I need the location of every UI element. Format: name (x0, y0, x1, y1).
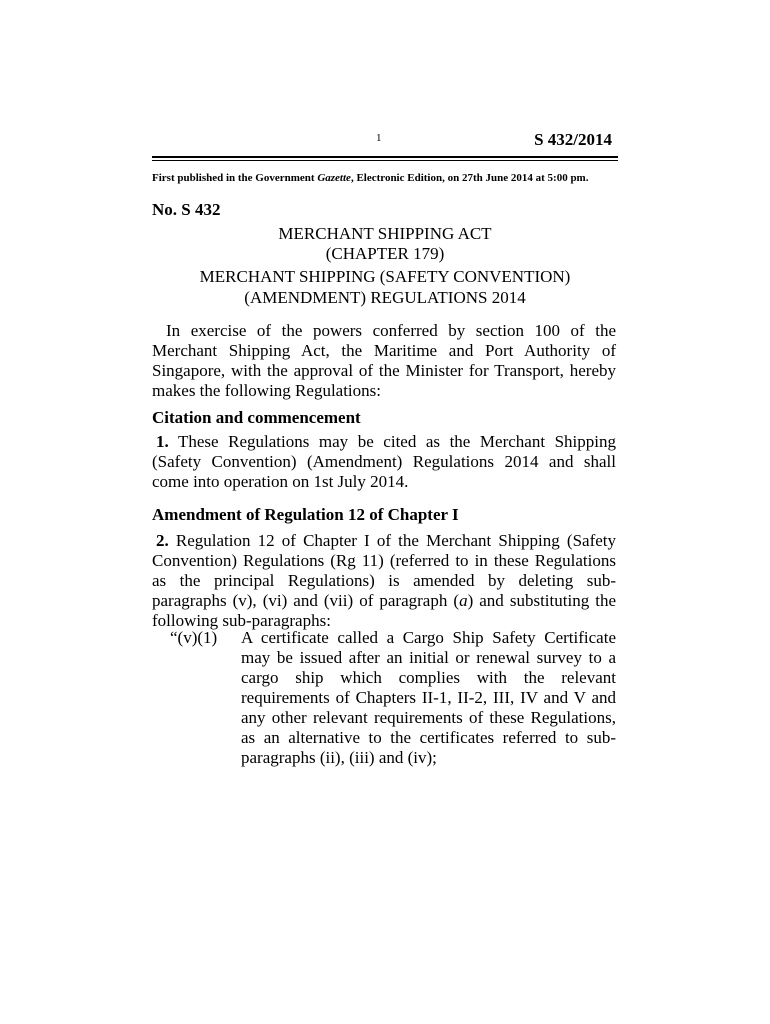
gazette-word: Gazette (317, 172, 351, 184)
section-1-text: These Regulations may be cited as the Merchant Shipping (Safety Convention) (Amendment) Regulations 2014 and shall come into operation on 1st July 2014. (152, 432, 616, 491)
section-2-number: 2. (156, 531, 169, 550)
gazette-number: S 432/2014 (534, 130, 612, 149)
section-1-paragraph (152, 432, 616, 492)
page-header (152, 128, 618, 158)
section-heading-amendment: Amendment of Regulation 12 of Chapter I (152, 505, 459, 524)
quoted-subparagraph-label: “(v)(1) (170, 628, 218, 647)
section-2-text-before-italic: Regulation 12 of Chapter I of the Merchant Shipping (Safety Convention) Regulations (Rg 11) (referred to in these Regulations as the principal Regulations) is amended by deleting sub-paragraphs (v), (vi) and (vii) of paragraph ( (152, 531, 616, 610)
quoted-subparagraph-text: A certificate called a Cargo Ship Safety Certificate may be issued after an initial or renewal survey to a cargo ship which complies with the relevant requirements of Chapters II-1, II-2, III, IV and V and any other relevant requirements of these Regulations, as an alternative to the certificates referred to sub-paragraphs (ii), (iii) and (iv); (241, 628, 616, 767)
chapter-title: (CHAPTER 179) (325, 244, 445, 263)
header-rule-top (152, 156, 618, 158)
section-2-text-after-italic: ) and substituting the following sub-paragraphs: (152, 591, 616, 630)
page-number: 1 (376, 132, 382, 144)
header-rule-bottom (152, 160, 618, 161)
publication-note-prefix: First published in the Government (152, 172, 318, 184)
section-1-number: 1. (156, 432, 169, 451)
section-2-paragraph (152, 531, 616, 631)
act-title: MERCHANT SHIPPING ACT (278, 224, 492, 243)
publication-note (152, 172, 622, 184)
regulation-title-line-1: MERCHANT SHIPPING (SAFETY CONVENTION) (199, 267, 571, 286)
section-heading-citation: Citation and commencement (152, 408, 361, 427)
regulation-title-line-2: (AMENDMENT) REGULATIONS 2014 (244, 288, 526, 307)
section-2-italic-a: a (459, 591, 468, 610)
notification-number: No. S 432 (152, 200, 221, 219)
preamble: In exercise of the powers conferred by section 100 of the Merchant Shipping Act, the Maritime and Port Authority of Singapore, with the approval of the Minister for Transport, hereby makes the following Regulations: (152, 321, 616, 400)
publication-note-suffix: , Electronic Edition, on 27th June 2014 at 5:00 pm. (350, 172, 589, 184)
